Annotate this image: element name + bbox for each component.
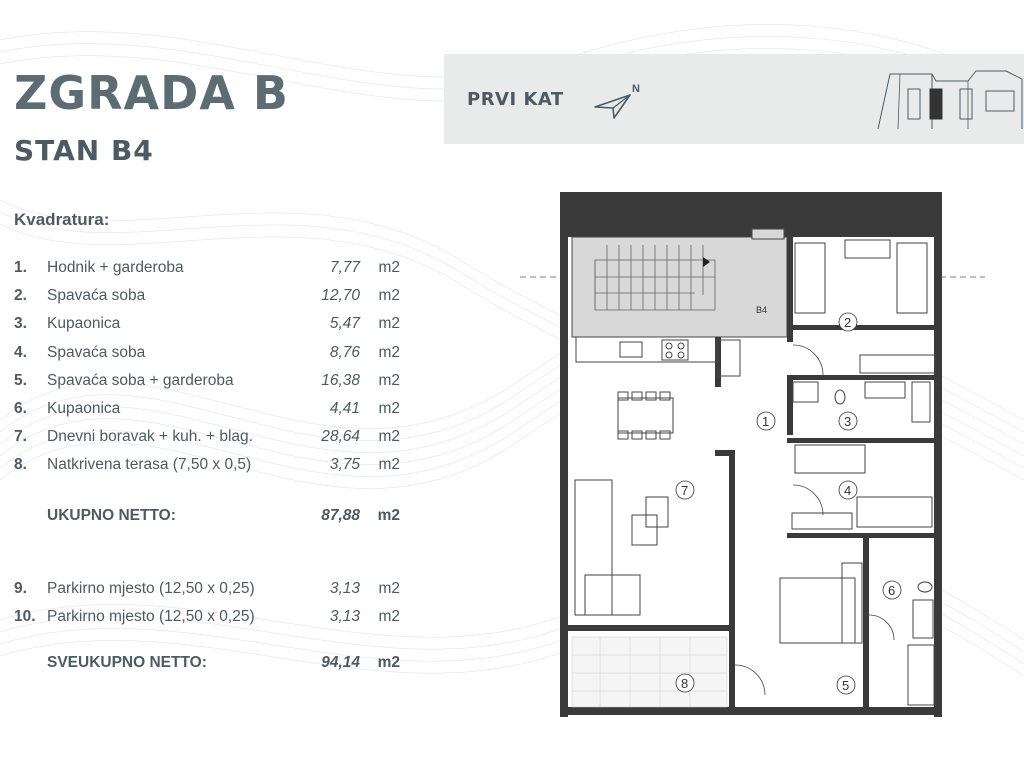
room-unit: m2 (378, 456, 400, 474)
room-area: 8,76 (329, 343, 360, 361)
room-number: 6. (14, 399, 27, 417)
room-number: 2. (14, 287, 27, 305)
room-name: Hodnik + garderoba (47, 259, 184, 276)
north-arrow-icon (592, 80, 644, 120)
room-row (14, 287, 404, 315)
room-number: 4. (14, 343, 27, 361)
parking-row (14, 608, 404, 636)
terrace (572, 637, 727, 707)
room-name: Natkrivena terasa (7,50 x 0,5) (47, 456, 252, 474)
room-area: 28,64 (321, 428, 360, 446)
room-row (14, 344, 404, 372)
room-number: 3. (14, 315, 27, 333)
room-unit: m2 (378, 428, 400, 446)
unit-tag: B4 (756, 305, 768, 315)
building-location-icon (876, 69, 1024, 131)
area-heading: Kvadratura: (14, 210, 110, 229)
total-net-unit: m2 (377, 507, 400, 524)
apartment-title: STAN B4 (14, 134, 154, 167)
room-unit: m2 (378, 259, 400, 276)
parking-unit: m2 (378, 608, 400, 626)
room-unit: m2 (378, 399, 400, 417)
parking-name: Parkirno mjesto (12,50 x 0,25) (47, 608, 255, 626)
room-area: 12,70 (321, 287, 360, 305)
staircase (572, 229, 787, 337)
floor-label: PRVI KAT (467, 89, 564, 110)
floor-banner (444, 54, 1024, 144)
room-name: Kupaonica (47, 315, 121, 333)
room-area: 5,47 (329, 315, 360, 333)
room-area: 4,41 (329, 399, 360, 417)
parking-row (14, 580, 404, 608)
room-unit: m2 (378, 343, 400, 361)
room-name: Kupaonica (47, 399, 121, 417)
north-letter: N (632, 83, 640, 95)
room-row (14, 315, 404, 343)
grand-total-label: SVEUKUPNO NETTO: (47, 654, 207, 671)
room-number: 5. (14, 371, 27, 389)
room-row (14, 259, 404, 287)
room-name: Spavaća soba + garderoba (47, 371, 234, 389)
room-marker-8: 8 (681, 676, 689, 691)
room-number: 8. (14, 456, 27, 474)
building-title: ZGRADA B (14, 66, 289, 120)
room-area: 7,77 (329, 259, 360, 276)
room-unit: m2 (378, 315, 400, 333)
room-marker-7: 7 (681, 483, 689, 498)
room-name: Spavaća soba (47, 287, 146, 305)
grand-total-unit: m2 (377, 654, 400, 671)
room-unit: m2 (378, 287, 400, 305)
parking-number: 10. (14, 608, 36, 626)
parking-area: 3,13 (329, 580, 360, 597)
parking-number: 9. (14, 580, 27, 597)
parking-name: Parkirno mjesto (12,50 x 0,25) (47, 580, 255, 597)
parking-list (14, 580, 404, 636)
grand-total-value: 94,14 (321, 654, 360, 671)
room-area: 16,38 (321, 371, 360, 389)
room-row (14, 456, 404, 484)
room-unit: m2 (378, 371, 400, 389)
room-name: Spavaća soba (47, 343, 146, 361)
room-area: 3,75 (329, 456, 360, 474)
room-number: 7. (14, 428, 27, 446)
room-row (14, 372, 404, 400)
room-marker-1: 1 (762, 414, 770, 429)
total-net-label: UKUPNO NETTO: (47, 507, 176, 524)
room-marker-4: 4 (844, 483, 852, 498)
parking-area: 3,13 (329, 608, 360, 626)
floor-plan (520, 185, 990, 745)
room-number: 1. (14, 259, 27, 276)
room-marker-2: 2 (844, 315, 852, 330)
room-name: Dnevni boravak + kuh. + blag. (47, 428, 253, 446)
room-list (14, 259, 404, 485)
room-marker-3: 3 (844, 414, 852, 429)
room-marker-5: 5 (842, 678, 850, 693)
room-row (14, 428, 404, 456)
room-marker-6: 6 (888, 583, 896, 598)
parking-unit: m2 (378, 580, 400, 597)
total-net-value: 87,88 (321, 507, 360, 524)
room-row (14, 400, 404, 428)
